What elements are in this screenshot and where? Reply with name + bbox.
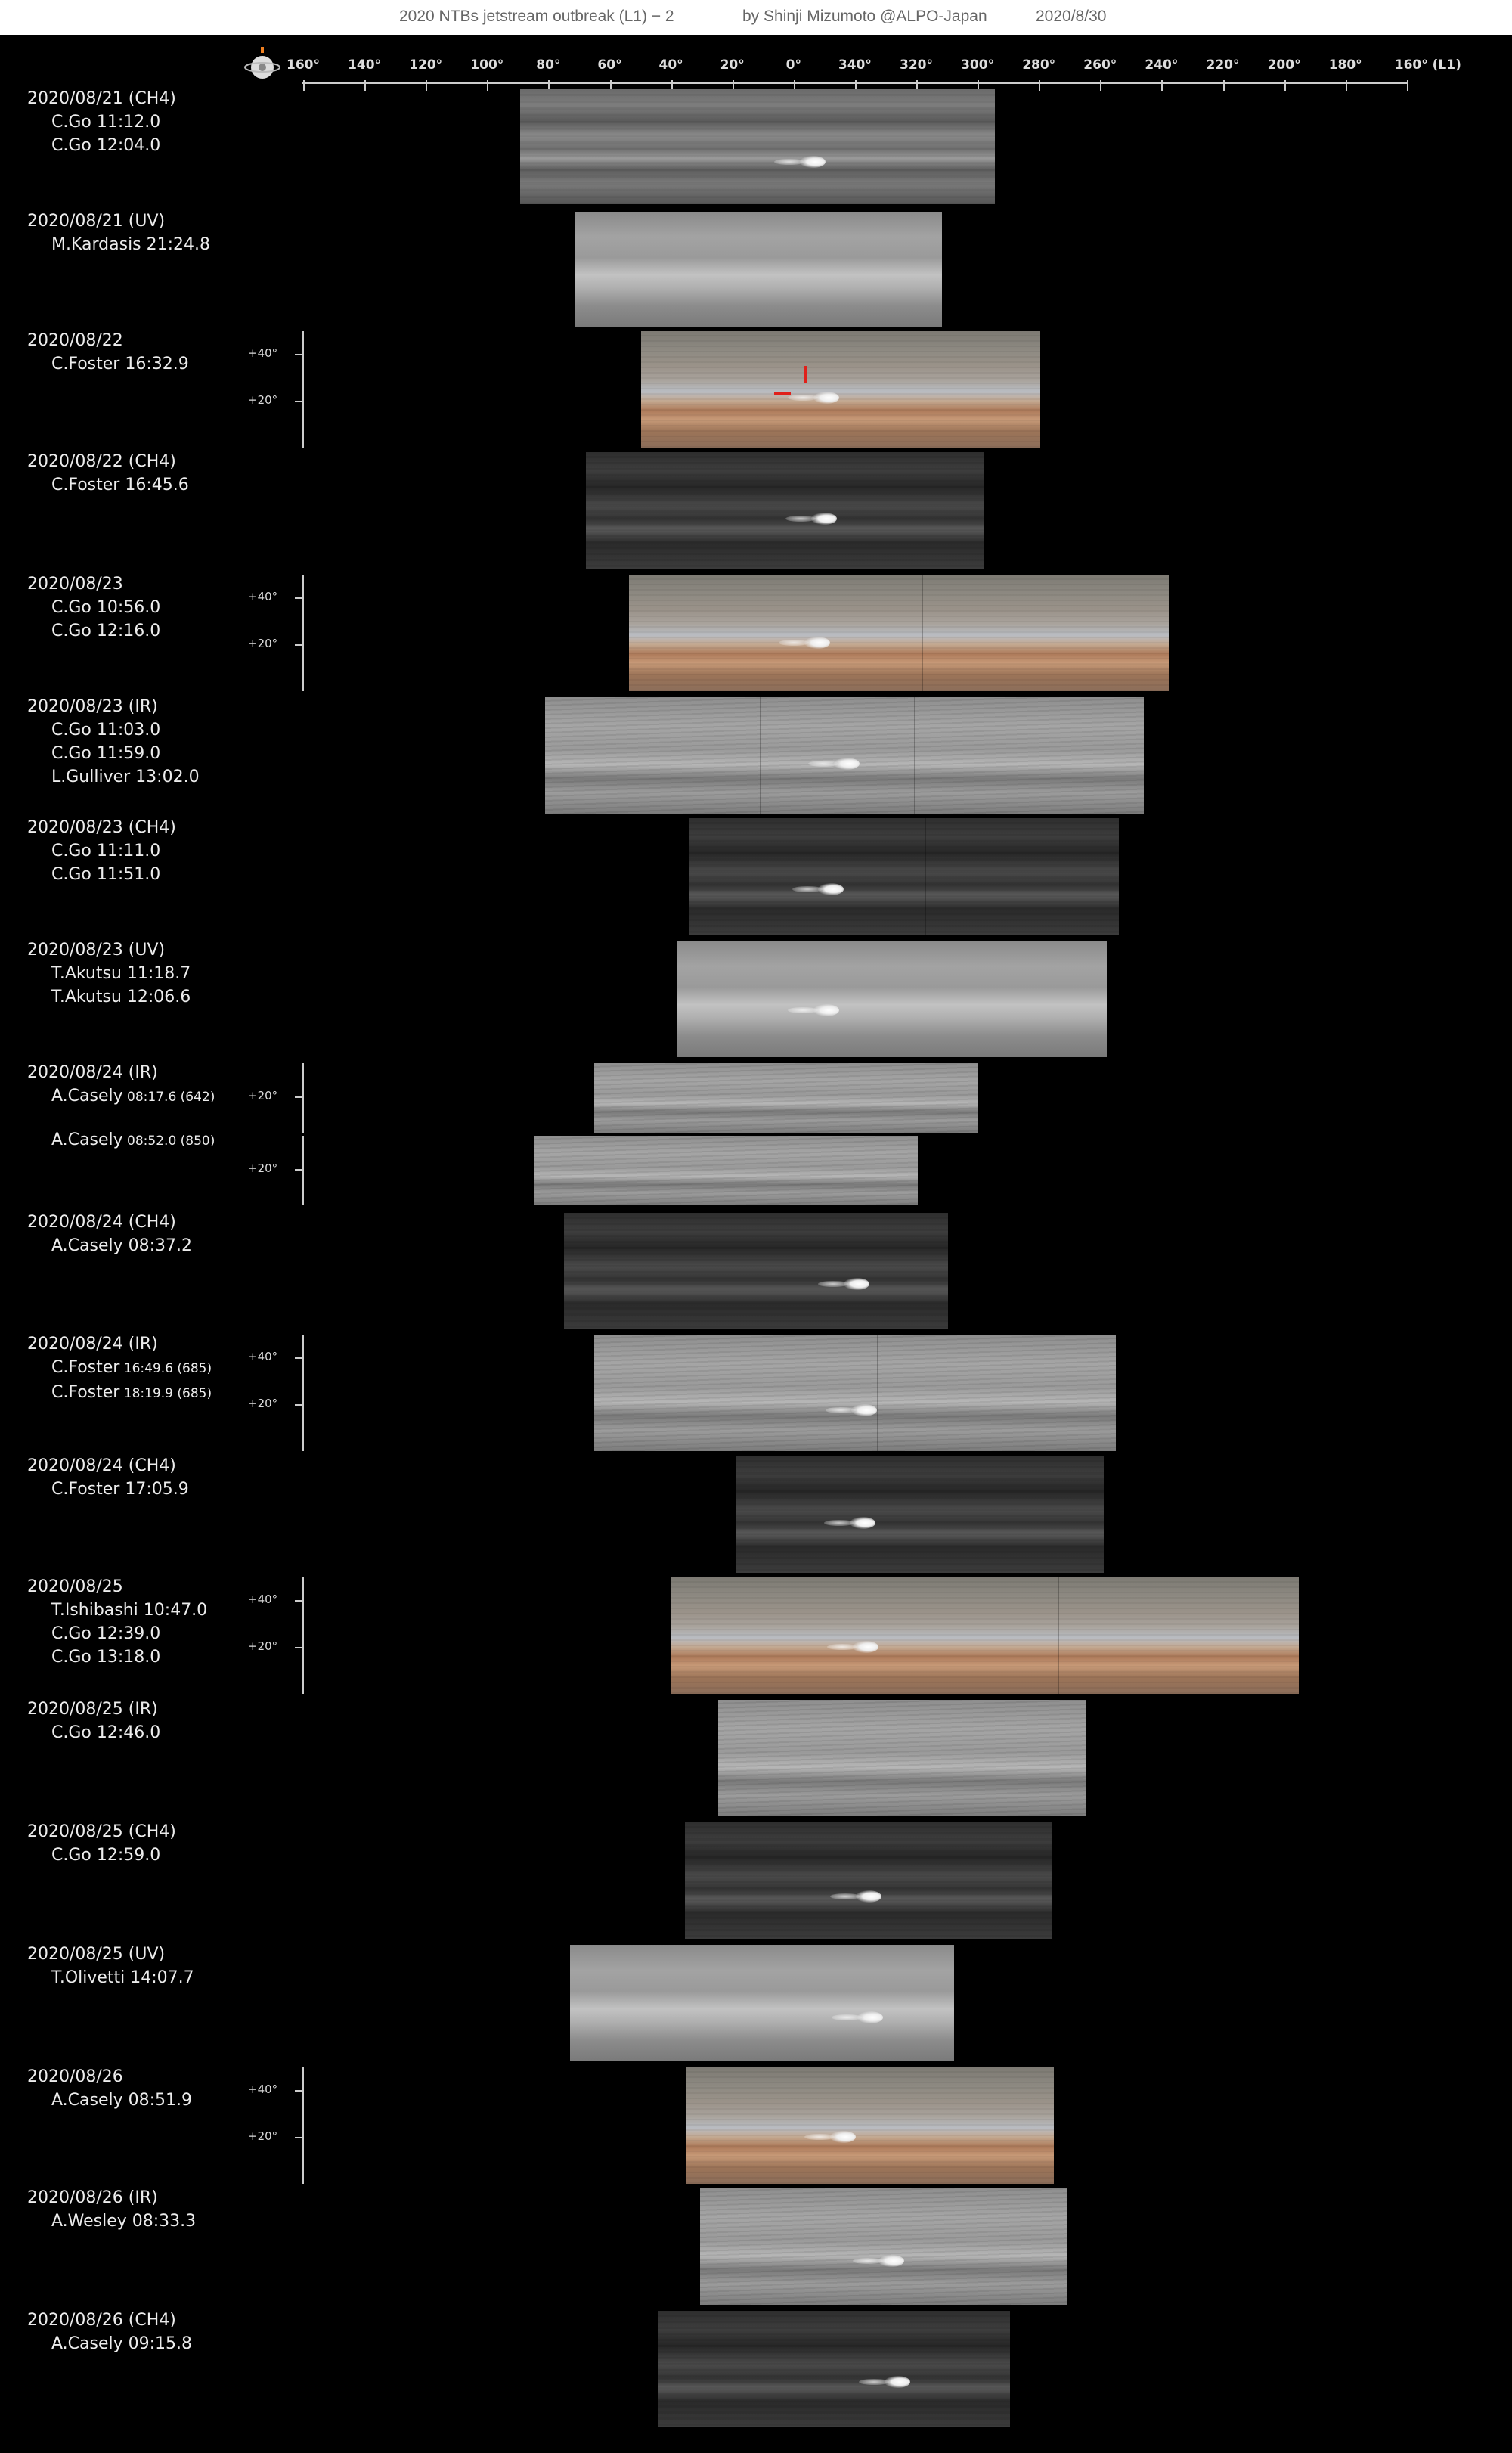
observer-line: C.Go 11:51.0 (51, 865, 161, 884)
longitude-tick-label: 140° (348, 57, 382, 73)
entry-label (27, 1454, 189, 1501)
outbreak-spot (811, 513, 837, 525)
observer-line: T.Akutsu 12:06.6 (51, 988, 191, 1006)
latitude-label: +40° (248, 1350, 278, 1363)
latitude-label: +20° (248, 393, 278, 407)
jupiter-map-strip (570, 1945, 954, 2061)
longitude-tick-label: 100° (470, 57, 504, 73)
entry-date: 2020/08/26 (27, 2067, 123, 2086)
latitude-label: +20° (248, 2129, 278, 2143)
observer-name: A.Casely (51, 1130, 123, 1149)
jupiter-map-strip (736, 1456, 1104, 1573)
entry-date: 2020/08/26 (CH4) (27, 2311, 176, 2330)
observer-line: C.Go 10:56.0 (51, 598, 161, 617)
observer-line: L.Gulliver 13:02.0 (51, 768, 200, 786)
mosaic-seam (922, 575, 923, 691)
jupiter-map-strip (629, 575, 1169, 691)
observer-line: C.Foster 16:45.6 (51, 476, 189, 495)
jupiter-map-strip (671, 1577, 1299, 1694)
longitude-tick-label: 240° (1145, 57, 1179, 73)
latitude-tick (295, 1357, 304, 1359)
author-credit: by Shinji Mizumoto @ALPO-Japan (742, 8, 987, 25)
latitude-label: +40° (248, 2082, 278, 2096)
latitude-tick (295, 2090, 304, 2092)
entry-date: 2020/08/22 (CH4) (27, 452, 176, 471)
latitude-tick (295, 1169, 304, 1171)
observer-name: A.Casely (51, 1087, 123, 1106)
entry-date: 2020/08/24 (CH4) (27, 1213, 176, 1232)
observer-line: C.Go 11:12.0 (51, 113, 161, 132)
latitude-axis (302, 1136, 304, 1205)
latitude-axis (302, 1335, 304, 1451)
observer-line: T.Ishibashi 10:47.0 (51, 1601, 208, 1620)
longitude-tick (1161, 80, 1163, 91)
observer-line: C.Go 11:59.0 (51, 744, 161, 763)
entry-date: 2020/08/21 (UV) (27, 212, 166, 231)
observer-time: 08:17.6 (642) (122, 1090, 215, 1105)
latitude-label: +20° (248, 1161, 278, 1175)
observer-time: 16:49.6 (685) (119, 1361, 212, 1376)
observer-line: C.Go 11:11.0 (51, 842, 161, 861)
longitude-tick-label: 120° (409, 57, 443, 73)
observer-line: M.Kardasis 21:24.8 (51, 235, 211, 254)
entry-date: 2020/08/25 (27, 1577, 123, 1596)
observer-line: T.Olivetti 14:07.7 (51, 1968, 194, 1987)
jupiter-map-strip (718, 1700, 1086, 1816)
observer-line: C.Go 11:03.0 (51, 721, 161, 740)
jupiter-map-strip (520, 89, 995, 204)
latitude-tick (295, 1404, 304, 1406)
observer-line: A.Wesley 08:33.3 (51, 2212, 197, 2231)
entry-label (27, 1698, 160, 1744)
outbreak-spot (844, 1278, 869, 1290)
latitude-tick (295, 2137, 304, 2138)
outbreak-spot (851, 1404, 877, 1416)
entry-date: 2020/08/23 (27, 575, 123, 594)
longitude-tick-label: 60° (597, 57, 622, 73)
latitude-tick (295, 354, 304, 355)
entry-date: 2020/08/25 (UV) (27, 1945, 166, 1964)
entry-label (27, 450, 189, 497)
entry-label (27, 87, 176, 157)
page-date: 2020/8/30 (1036, 8, 1107, 25)
longitude-tick (426, 80, 427, 91)
latitude-axis (302, 1063, 304, 1133)
jupiter-map-strip (685, 1822, 1052, 1939)
observer-line: C.Go 12:04.0 (51, 136, 161, 155)
latitude-label: +20° (248, 1089, 278, 1102)
observer-line: C.Go 12:59.0 (51, 1846, 161, 1865)
observer-time: 08:52.0 (850) (122, 1133, 215, 1149)
observer-name: C.Foster (51, 1358, 120, 1377)
observer-line (27, 1381, 212, 1406)
jupiter-map-strip (586, 452, 984, 569)
latitude-tick (295, 1600, 304, 1602)
entry-date: 2020/08/24 (IR) (27, 1063, 158, 1082)
entry-date: 2020/08/23 (UV) (27, 941, 166, 960)
observer-line: A.Casely 08:51.9 (51, 2091, 193, 2110)
entry-label (27, 572, 160, 643)
observer-line: A.Casely 09:15.8 (51, 2334, 193, 2353)
mosaic-seam (925, 818, 926, 935)
longitude-tick-label: 200° (1267, 57, 1301, 73)
longitude-tick-label: 20° (720, 57, 745, 73)
longitude-tick-label: 160° (L1) (1394, 57, 1461, 73)
latitude-axis (302, 331, 304, 448)
jupiter-map-strip (700, 2188, 1067, 2305)
longitude-tick (1284, 80, 1286, 91)
latitude-label: +40° (248, 346, 278, 360)
latitude-label: +40° (248, 590, 278, 603)
latitude-tick (295, 1096, 304, 1098)
jupiter-map-strip (545, 697, 1144, 814)
entry-label (27, 1332, 212, 1406)
longitude-tick (1346, 80, 1347, 91)
latitude-axis (302, 575, 304, 691)
entry-date: 2020/08/25 (IR) (27, 1700, 158, 1719)
entry-label (27, 1820, 176, 1867)
outbreak-spot (813, 1004, 839, 1016)
observer-line: A.Casely 08:37.2 (51, 1236, 193, 1255)
jupiter-map-strip (564, 1213, 948, 1329)
entry-date: 2020/08/22 (27, 331, 123, 350)
observer-line: T.Akutsu 11:18.7 (51, 964, 191, 983)
outbreak-spot (830, 2131, 856, 2143)
mosaic-seam (877, 1335, 878, 1451)
entry-label (27, 695, 200, 789)
entry-label (27, 2309, 192, 2355)
observer-line (27, 1128, 215, 1153)
observer-line: C.Go 12:16.0 (51, 622, 161, 640)
latitude-label: +20° (248, 1397, 278, 1410)
observer-line: C.Go 12:46.0 (51, 1723, 161, 1742)
longitude-tick-label: 220° (1206, 57, 1240, 73)
latitude-axis (302, 2067, 304, 2184)
longitude-tick (1407, 80, 1408, 91)
outbreak-spot (856, 1890, 881, 1903)
longitude-tick (1039, 80, 1040, 91)
longitude-tick-label: 80° (536, 57, 561, 73)
observer-line (27, 1084, 215, 1109)
entry-label (27, 1575, 207, 1669)
jupiter-map-strip (594, 1335, 1116, 1451)
latitude-label: +40° (248, 1592, 278, 1606)
latitude-label: +20° (248, 1639, 278, 1653)
longitude-tick-label: 0° (785, 57, 801, 73)
observer-line: C.Foster 16:32.9 (51, 355, 189, 374)
outbreak-spot (813, 392, 839, 404)
jupiter-icon (243, 45, 281, 83)
entry-date: 2020/08/21 (CH4) (27, 89, 176, 108)
longitude-tick-label: 260° (1083, 57, 1117, 73)
latitude-tick (295, 644, 304, 646)
latitude-tick (295, 401, 304, 402)
mosaic-seam (1058, 1577, 1059, 1694)
observer-line (27, 1356, 212, 1381)
jupiter-map-strip (575, 212, 942, 327)
outbreak-spot (834, 758, 860, 770)
jupiter-map-strip (658, 2311, 1010, 2427)
outbreak-spot (850, 1517, 875, 1529)
observer-name: C.Foster (51, 1383, 120, 1402)
outbreak-spot (853, 1641, 878, 1653)
outbreak-spot (878, 2255, 904, 2267)
entry-label (27, 1211, 192, 1258)
entry-label (27, 816, 176, 886)
outbreak-spot (804, 637, 830, 649)
longitude-tick-label: 180° (1328, 57, 1362, 73)
latitude-label: +20° (248, 637, 278, 650)
outbreak-spot (885, 2376, 910, 2388)
entry-label (27, 1061, 215, 1109)
jupiter-map-strip (534, 1136, 918, 1205)
longitude-tick (303, 80, 305, 91)
latitude-axis (302, 1577, 304, 1694)
latitude-tick (295, 1647, 304, 1648)
latitude-tick (295, 597, 304, 599)
longitude-tick-label: 160° (287, 57, 320, 73)
outbreak-spot (800, 156, 826, 168)
red-marker-vertical (804, 366, 807, 383)
entry-label (27, 938, 191, 1009)
entry-date: 2020/08/23 (IR) (27, 697, 158, 716)
observer-line: C.Go 12:39.0 (51, 1624, 161, 1643)
jupiter-map-strip (677, 941, 1107, 1057)
entry-label (27, 209, 210, 256)
longitude-tick (364, 80, 366, 91)
outbreak-spot (857, 2011, 883, 2023)
observer-time: 18:19.9 (685) (119, 1386, 212, 1401)
longitude-tick-label: 300° (961, 57, 995, 73)
entry-label (27, 2186, 196, 2233)
jupiter-map-strip (689, 818, 1119, 935)
entry-label (27, 1943, 194, 1989)
entry-date: 2020/08/23 (CH4) (27, 818, 176, 837)
longitude-tick (487, 80, 488, 91)
red-marker-horizontal (774, 392, 791, 395)
entry-date: 2020/08/26 (IR) (27, 2188, 158, 2207)
entry-date: 2020/08/25 (CH4) (27, 1822, 176, 1841)
entry-date: 2020/08/24 (CH4) (27, 1456, 176, 1475)
entry-label (27, 329, 189, 376)
entry-label (27, 1128, 215, 1153)
jupiter-map-strip (641, 331, 1040, 448)
mosaic-seam (760, 697, 761, 814)
outbreak-spot (818, 883, 844, 895)
observer-line: C.Foster 17:05.9 (51, 1480, 189, 1499)
longitude-tick-label: 40° (658, 57, 683, 73)
longitude-scale (0, 35, 1512, 88)
entry-label (27, 2065, 192, 2112)
jupiter-map-strip (594, 1063, 978, 1133)
longitude-tick-label: 320° (900, 57, 933, 73)
longitude-tick-label: 280° (1022, 57, 1056, 73)
page-title: 2020 NTBs jetstream outbreak (L1) − 2 (399, 8, 674, 25)
longitude-tick (1100, 80, 1101, 91)
jupiter-map-strip (686, 2067, 1054, 2184)
entry-date: 2020/08/24 (IR) (27, 1335, 158, 1354)
mosaic-seam (914, 697, 915, 814)
header-bar (0, 0, 1512, 35)
longitude-tick (1223, 80, 1225, 91)
observer-line: C.Go 13:18.0 (51, 1648, 161, 1667)
longitude-tick-label: 340° (838, 57, 872, 73)
